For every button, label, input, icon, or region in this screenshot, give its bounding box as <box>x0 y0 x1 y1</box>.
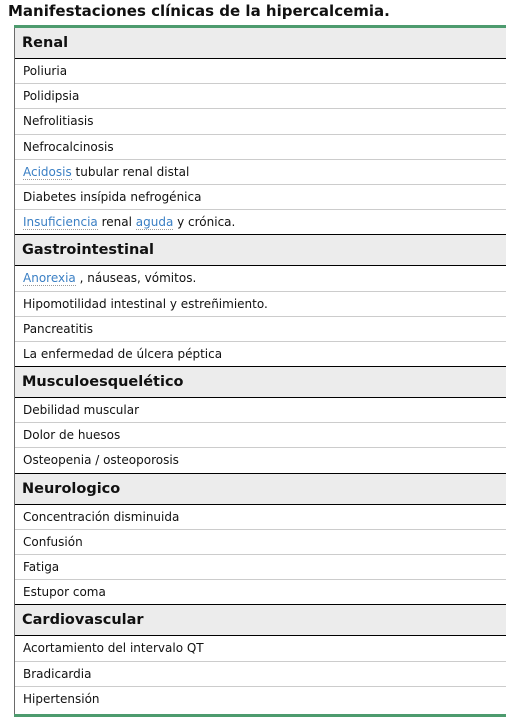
term-link[interactable]: Acidosis <box>23 164 72 179</box>
table-row <box>15 84 506 109</box>
row-text: Poliuria <box>23 64 68 78</box>
section-header-neurologico: Neurologico <box>15 474 506 505</box>
row-text: Pancreatitis <box>23 321 93 336</box>
row-text: Estupor coma <box>23 585 106 600</box>
row-text: Diabetes insípida nefrogénica <box>23 189 202 204</box>
row-text: Polidipsia <box>23 89 80 104</box>
row-text: Debilidad muscular <box>23 403 140 418</box>
section-header-cardiovascular: Cardiovascular <box>15 605 506 636</box>
row-text: y crónica. <box>173 215 236 230</box>
table-row <box>15 160 506 185</box>
table-row <box>15 448 506 473</box>
section-header-gastrointestinal: Gastrointestinal <box>15 235 506 266</box>
table-row <box>15 266 506 291</box>
bottom-rule <box>14 714 506 717</box>
table-row <box>15 555 506 580</box>
section-header-musculoesqueletico: Musculoesquelético <box>15 367 506 398</box>
row-text: , náuseas, vómitos. <box>75 271 197 286</box>
row-text: Nefrocalcinosis <box>23 139 114 154</box>
row-text: Concentración disminuida <box>23 509 180 524</box>
table-title: Manifestaciones clínicas de la hipercalcemia. <box>8 2 390 20</box>
table-row <box>15 580 506 605</box>
table-row <box>15 662 506 687</box>
table-row <box>15 185 506 210</box>
row-text: Osteopenia / osteoporosis <box>23 453 179 468</box>
table-row <box>15 292 506 317</box>
row-text: Confusión <box>23 534 83 549</box>
row-text: Bradicardia <box>23 666 92 681</box>
table-row <box>15 505 506 530</box>
row-text: tubular renal distal <box>71 164 190 179</box>
table-row <box>15 135 506 160</box>
manifestations-table <box>14 28 506 714</box>
table-row <box>15 317 506 342</box>
table-row <box>15 687 506 712</box>
term-link[interactable]: Anorexia <box>23 271 76 286</box>
row-text: Fatiga <box>23 560 60 574</box>
row-text: Dolor de huesos <box>23 428 121 443</box>
table-row <box>15 530 506 555</box>
row-text: Nefrolitiasis <box>23 114 94 129</box>
table-row <box>15 636 506 661</box>
row-text: Hipertensión <box>23 691 100 706</box>
table-row <box>15 59 506 84</box>
table-row <box>15 342 506 367</box>
row-text: La enfermedad de úlcera péptica <box>23 346 223 361</box>
table-row <box>15 109 506 134</box>
section-header-renal: Renal <box>15 28 506 59</box>
row-text: renal <box>97 215 136 230</box>
row-text: Hipomotilidad intestinal y estreñimiento. <box>23 296 268 311</box>
table-row <box>15 423 506 448</box>
term-link[interactable]: aguda <box>135 215 174 230</box>
term-link[interactable]: Insuficiencia <box>23 215 98 230</box>
table-row <box>15 398 506 423</box>
row-text: Acortamiento del intervalo QT <box>23 641 204 656</box>
table-row <box>15 210 506 235</box>
